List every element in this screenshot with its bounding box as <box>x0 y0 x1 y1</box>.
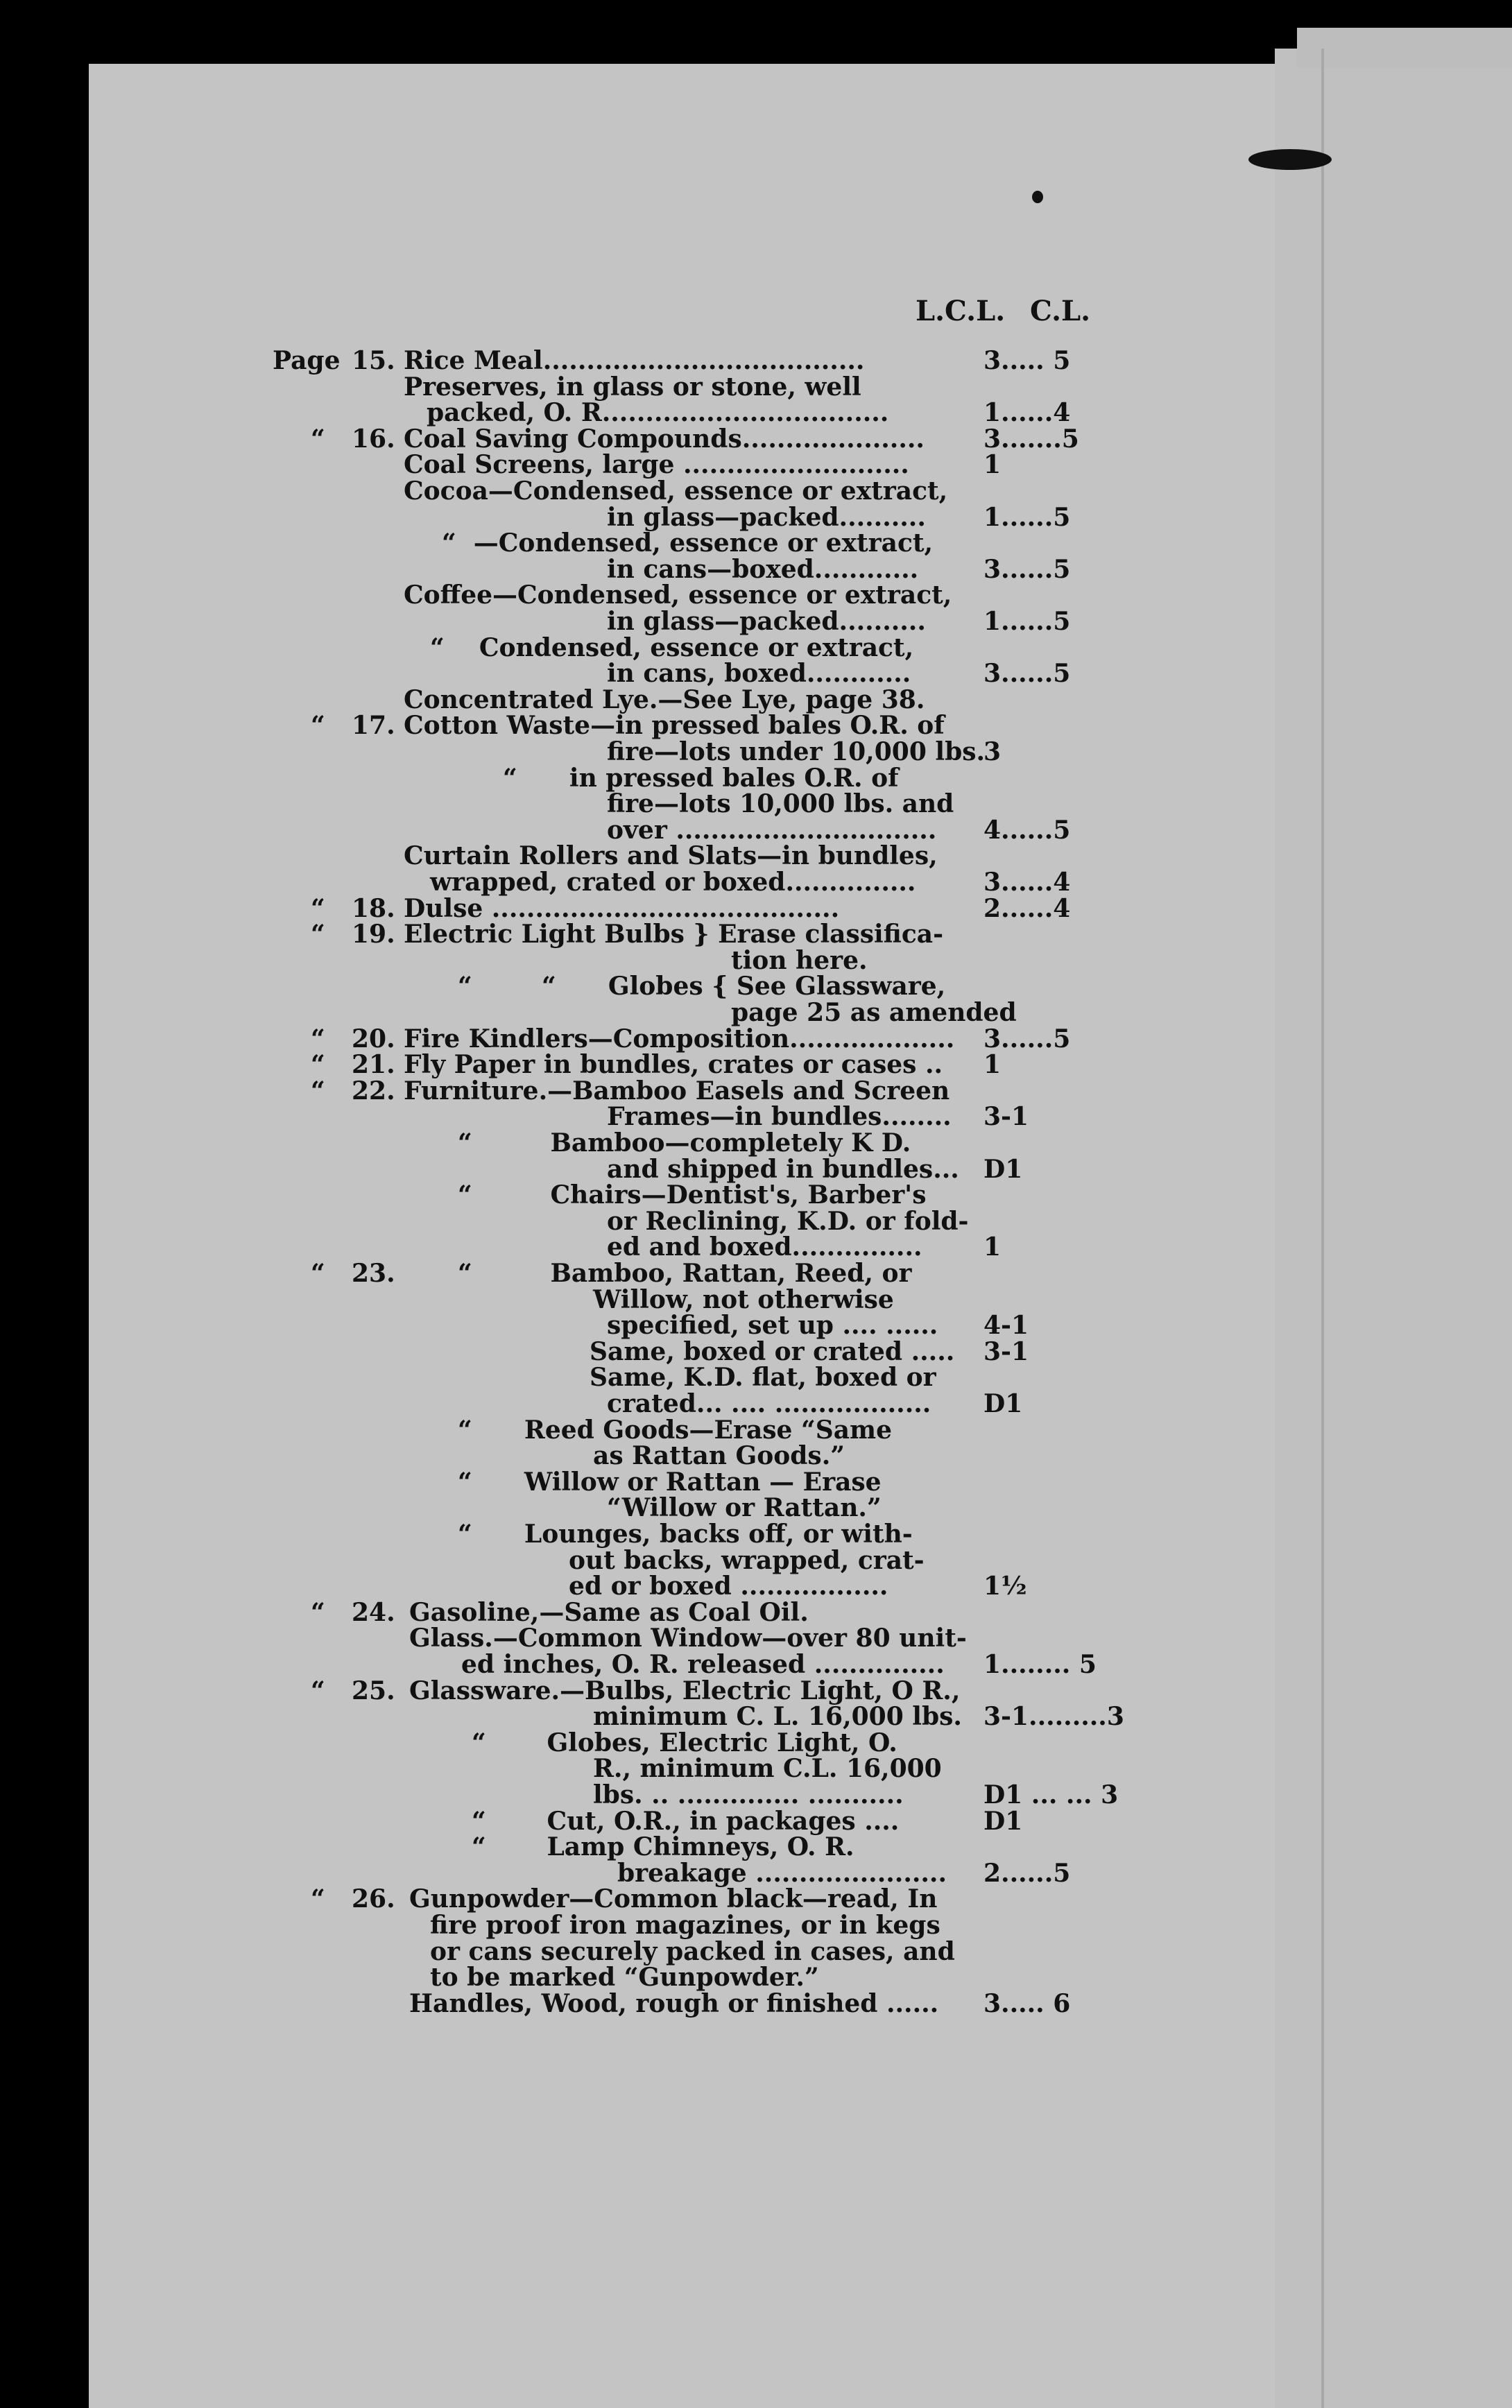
rating-value: 3......5 <box>983 659 1071 688</box>
item-description: tion here. <box>731 946 868 975</box>
list-item <box>0 764 1110 792</box>
ditto-mark: “ <box>311 1024 325 1054</box>
list-item <box>0 608 1110 635</box>
rating-value: 1......4 <box>983 398 1071 427</box>
item-description: “ “ Globes { See Glassware, <box>458 972 946 1001</box>
item-description: “ Lounges, backs off, or with- <box>458 1520 913 1549</box>
item-description: in glass—packed.......... <box>607 503 926 532</box>
page-number: 25. <box>352 1676 395 1705</box>
item-description: Fire Kindlers—Composition................... <box>404 1024 955 1054</box>
list-item <box>0 1442 1110 1470</box>
rating-value: 3.......5 <box>983 424 1079 454</box>
page-label: Page <box>273 346 341 375</box>
item-description: “ Bamboo, Rattan, Reed, or <box>458 1259 912 1288</box>
rating-value: 3......5 <box>983 555 1071 584</box>
list-item <box>0 816 1110 844</box>
list-item <box>0 1729 1110 1757</box>
item-description: packed, O. R................................. <box>427 398 889 427</box>
list-item <box>0 1911 1110 1939</box>
list-item <box>0 1155 1110 1183</box>
page-number: 26. <box>352 1884 395 1914</box>
item-description: “ Cut, O.R., in packages .... <box>472 1807 900 1836</box>
list-item <box>0 451 1110 479</box>
item-description: Preserves, in glass or stone, well <box>404 372 861 402</box>
rating-value: D1 <box>983 1807 1023 1836</box>
list-item <box>0 920 1110 948</box>
page-number: 24. <box>352 1598 395 1627</box>
rating-value: 3..... 6 <box>983 1989 1071 2018</box>
list-item <box>0 1416 1110 1444</box>
list-item <box>0 868 1110 896</box>
item-description: out backs, wrapped, crat- <box>569 1546 925 1575</box>
rating-value: 1......5 <box>983 607 1071 636</box>
item-description: Handles, Wood, rough or finished ...... <box>409 1989 939 2018</box>
list-item <box>0 1702 1124 1731</box>
list-item <box>0 1859 1110 1887</box>
list-item <box>0 529 1110 557</box>
list-item <box>0 712 1110 739</box>
page-number: 20. <box>352 1024 395 1054</box>
list-item <box>0 999 1110 1026</box>
item-description: in cans, boxed............ <box>607 659 911 688</box>
list-item <box>0 1103 1110 1130</box>
item-description: “ Willow or Rattan — Erase <box>458 1468 882 1497</box>
ditto-mark: “ <box>311 1076 325 1106</box>
item-description: fire—lots 10,000 lbs. and <box>607 789 954 818</box>
list-item <box>0 1468 1110 1496</box>
list-item <box>0 947 1110 974</box>
list-item <box>0 1286 1110 1314</box>
item-description: Gunpowder—Common black—read, In <box>409 1884 938 1914</box>
list-item <box>0 1780 1119 1809</box>
list-item <box>0 1599 1110 1626</box>
item-description: Frames—in bundles........ <box>607 1102 952 1131</box>
ditto-mark: “ <box>311 1598 325 1627</box>
ditto-mark: “ <box>311 894 325 923</box>
list-item <box>0 1051 1110 1078</box>
rating-value: 4-1 <box>983 1311 1029 1340</box>
list-item <box>0 634 1110 662</box>
rating-value: D1 <box>983 1155 1023 1184</box>
item-description: Rice Meal..................................... <box>404 346 865 375</box>
rating-value: 1½ <box>983 1572 1027 1601</box>
item-description: “ Lamp Chimneys, O. R. <box>472 1832 854 1861</box>
list-item <box>0 738 1110 766</box>
item-description: to be marked “Gunpowder.” <box>430 1963 819 1992</box>
item-description: Coal Saving Compounds..................... <box>404 424 925 454</box>
ditto-mark: “ <box>311 1259 325 1288</box>
item-description: Electric Light Bulbs } Erase classifica- <box>404 920 944 949</box>
list-item <box>0 425 1110 453</box>
item-description: “ Condensed, essence or extract, <box>430 633 914 662</box>
item-description: minimum C. L. 16,000 lbs. <box>593 1702 962 1731</box>
item-description: page 25 as amended <box>731 998 1017 1027</box>
item-description: crated... .... .................. <box>607 1389 931 1418</box>
item-description: “ Reed Goods—Erase “Same <box>458 1416 893 1445</box>
list-item <box>0 1077 1110 1105</box>
list-item <box>0 1807 1110 1835</box>
list-item <box>0 1181 1110 1209</box>
item-description: breakage ...................... <box>617 1859 947 1888</box>
item-description: R., minimum C.L. 16,000 <box>593 1754 942 1783</box>
list-item <box>0 1572 1110 1600</box>
rating-value: 1........ 5 <box>983 1650 1097 1679</box>
rating-value: D1 <box>983 1389 1023 1418</box>
item-description: lbs. .. .............. ........... <box>593 1780 904 1809</box>
page-number: 22. <box>352 1076 395 1106</box>
item-description: Gasoline,—Same as Coal Oil. <box>409 1598 809 1627</box>
item-description: “ Bamboo—completely K D. <box>458 1128 911 1158</box>
ditto-mark: “ <box>311 1884 325 1914</box>
item-description: “ —Condensed, essence or extract, <box>442 528 934 558</box>
list-item <box>0 660 1110 687</box>
item-description: as Rattan Goods.” <box>593 1441 845 1470</box>
rating-value: 3-1.........3 <box>983 1702 1124 1731</box>
rating-value: 3......4 <box>983 868 1071 897</box>
page-number: 15. <box>352 346 395 375</box>
item-description: in glass—packed.......... <box>607 607 926 636</box>
list-item <box>0 1520 1110 1548</box>
list-item <box>0 1025 1110 1053</box>
page-number: 18. <box>352 894 395 923</box>
item-description: “ Globes, Electric Light, O. <box>472 1728 897 1757</box>
item-description: Same, boxed or crated ..... <box>590 1337 955 1366</box>
rating-value: 3-1 <box>983 1102 1029 1131</box>
list-item <box>0 686 1110 714</box>
lcl-column-header: L.C.L. <box>916 295 1006 327</box>
list-item <box>0 581 1110 609</box>
rating-value: 3..... 5 <box>983 346 1071 375</box>
list-item <box>0 1938 1110 1966</box>
list-item <box>0 1547 1110 1574</box>
page-number: 17. <box>352 711 395 740</box>
item-description: Cotton Waste—in pressed bales O.R. of <box>404 711 945 740</box>
rating-value: 2......5 <box>983 1859 1071 1888</box>
item-description: wrapped, crated or boxed............... <box>430 868 916 897</box>
item-description: in cans—boxed............ <box>607 555 919 584</box>
item-description: Coal Screens, large .......................... <box>404 450 909 479</box>
item-description: or cans securely packed in cases, and <box>430 1937 955 1966</box>
item-description: Willow, not otherwise <box>593 1285 894 1314</box>
item-description: and shipped in bundles... <box>607 1155 959 1184</box>
item-description: ed or boxed ................. <box>569 1572 888 1601</box>
list-item <box>0 1677 1110 1705</box>
list-item <box>0 504 1110 531</box>
item-description: Glass.—Common Window—over 80 unit- <box>409 1624 967 1653</box>
list-item <box>0 1494 1110 1522</box>
list-item <box>0 556 1110 583</box>
item-description: Furniture.—Bamboo Easels and Screen <box>404 1076 950 1106</box>
list-item <box>0 1364 1110 1391</box>
list-item <box>0 1312 1110 1339</box>
item-description: Glassware.—Bulbs, Electric Light, O R., <box>409 1676 961 1705</box>
item-description: “Willow or Rattan.” <box>607 1493 882 1522</box>
rating-value: 1 <box>983 1050 1002 1079</box>
list-item <box>0 1129 1110 1157</box>
rating-value: 4......5 <box>983 816 1071 845</box>
rating-value: 2......4 <box>983 894 1071 923</box>
page-number: 21. <box>352 1050 395 1079</box>
ditto-mark: “ <box>311 920 325 949</box>
item-description: “ in pressed bales O.R. of <box>503 764 899 793</box>
list-item <box>0 1390 1110 1418</box>
ditto-mark: “ <box>311 711 325 740</box>
page-number: 19. <box>352 920 395 949</box>
item-description: over .............................. <box>607 816 937 845</box>
rating-value: 3......5 <box>983 1024 1071 1054</box>
list-item <box>0 895 1110 922</box>
list-item <box>0 790 1110 818</box>
item-description: fire—lots under 10,000 lbs. <box>607 737 986 766</box>
list-item <box>0 347 1110 375</box>
item-description: specified, set up .... ...... <box>607 1311 938 1340</box>
item-description: Curtain Rollers and Slats—in bundles, <box>404 841 938 870</box>
item-description: Cocoa—Condensed, essence or extract, <box>404 476 948 506</box>
list-item <box>0 1233 1110 1261</box>
item-description: Fly Paper in bundles, crates or cases .. <box>404 1050 943 1079</box>
rating-value: D1 ... ... 3 <box>983 1780 1119 1809</box>
list-item <box>0 1338 1110 1366</box>
rating-value: 1 <box>983 450 1002 479</box>
list-item <box>0 1651 1110 1678</box>
ditto-mark: “ <box>311 424 325 454</box>
list-item <box>0 373 1110 401</box>
item-description: Coffee—Condensed, essence or extract, <box>404 580 952 610</box>
item-description: Dulse ........................................ <box>404 894 840 923</box>
list-item <box>0 1885 1110 1913</box>
ditto-mark: “ <box>311 1676 325 1705</box>
list-item <box>0 972 1110 1000</box>
item-description: Concentrated Lye.—See Lye, page 38. <box>404 685 925 714</box>
cl-column-header: C.L. <box>1030 295 1091 327</box>
item-description: “ Chairs—Dentist's, Barber's <box>458 1180 927 1210</box>
item-description: fire proof iron magazines, or in kegs <box>430 1911 940 1940</box>
item-description: ed inches, O. R. released ............... <box>461 1650 945 1679</box>
item-description: ed and boxed............... <box>607 1232 922 1262</box>
rating-value: 3-1 <box>983 1337 1029 1366</box>
item-description: Same, K.D. flat, boxed or <box>590 1363 936 1392</box>
list-item <box>0 399 1110 427</box>
list-item <box>0 1624 1110 1652</box>
list-item <box>0 1963 1110 1991</box>
list-item <box>0 1990 1110 2018</box>
list-item <box>0 1833 1110 1861</box>
rating-value: 1 <box>983 1232 1002 1262</box>
list-item <box>0 1755 1110 1782</box>
page-number: 16. <box>352 424 395 454</box>
ditto-mark: “ <box>311 1050 325 1079</box>
list-item <box>0 477 1110 505</box>
item-description: or Reclining, K.D. or fold- <box>607 1207 969 1236</box>
list-item <box>0 1259 1110 1287</box>
list-item <box>0 1207 1110 1235</box>
list-item <box>0 842 1110 870</box>
page-number: 23. <box>352 1259 395 1288</box>
rating-value: 1......5 <box>983 503 1071 532</box>
rating-value: 3 <box>983 737 1002 766</box>
